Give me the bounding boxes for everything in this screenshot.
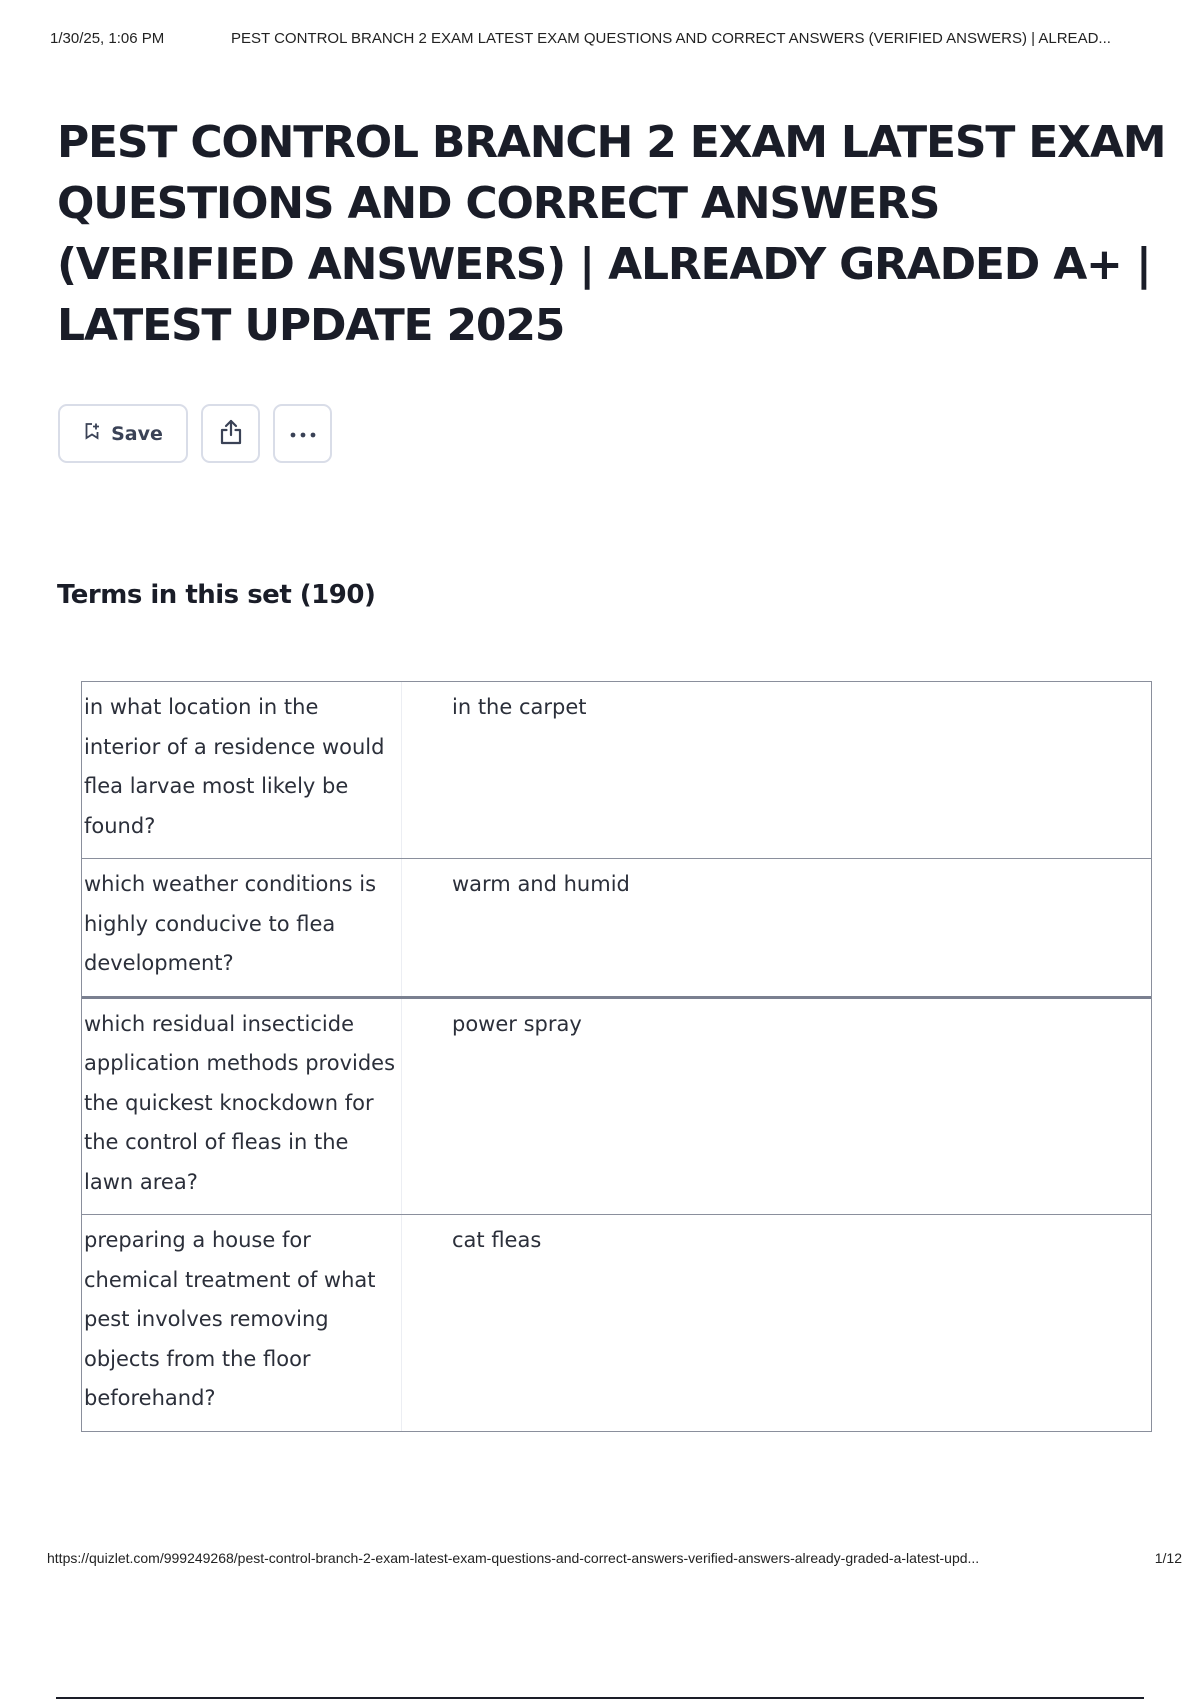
more-options-button[interactable]: [273, 404, 332, 463]
print-url: https://quizlet.com/999249268/pest-control-branch-2-exam-latest-exam-questions-and-correct-answers-verified-answers-already-graded-a-latest-upd...: [47, 1550, 980, 1566]
print-footer: [47, 1550, 1182, 1566]
term-text: which weather conditions is highly conducive to flea development?: [82, 859, 402, 996]
term-row: [82, 859, 1151, 999]
terms-table: [81, 681, 1152, 1432]
terms-heading: Terms in this set (190): [57, 580, 376, 610]
page-number: 1/12: [1154, 1550, 1182, 1566]
print-date: 1/30/25, 1:06 PM: [50, 30, 165, 47]
print-header: [50, 30, 1180, 47]
divider: [56, 1697, 1144, 1699]
more-horizontal-icon: [290, 426, 316, 441]
share-icon: [218, 418, 244, 449]
term-text: which residual insecticide application methods provides the quickest knockdown for the control of fleas in the lawn area?: [82, 999, 402, 1215]
print-doc-title: PEST CONTROL BRANCH 2 EXAM LATEST EXAM QUESTIONS AND CORRECT ANSWERS (VERIFIED ANSWERS) | ALREAD...: [231, 30, 1111, 47]
term-text: in what location in the interior of a residence would flea larvae most likely be found?: [82, 682, 402, 858]
term-row: [82, 999, 1151, 1216]
bookmark-plus-icon: [83, 422, 101, 446]
definition-text: power spray: [452, 1011, 582, 1036]
page-title: PEST CONTROL BRANCH 2 EXAM LATEST EXAM QUESTIONS AND CORRECT ANSWERS (VERIFIED ANSWERS) | ALREADY GRADED A+ | LATEST UPDATE 2025: [57, 117, 1166, 351]
definition-text: in the carpet: [452, 695, 587, 719]
term-row: [82, 1215, 1151, 1431]
definition-text: warm and humid: [452, 872, 630, 896]
save-button[interactable]: [58, 404, 188, 463]
term-text: preparing a house for chemical treatment of what pest involves removing objects from the floor beforehand?: [82, 1215, 402, 1431]
share-button[interactable]: [201, 404, 260, 463]
definition-text: cat fleas: [452, 1228, 542, 1252]
term-row: [82, 682, 1151, 859]
set-actions: [58, 404, 332, 463]
save-button-label: Save: [111, 422, 163, 445]
